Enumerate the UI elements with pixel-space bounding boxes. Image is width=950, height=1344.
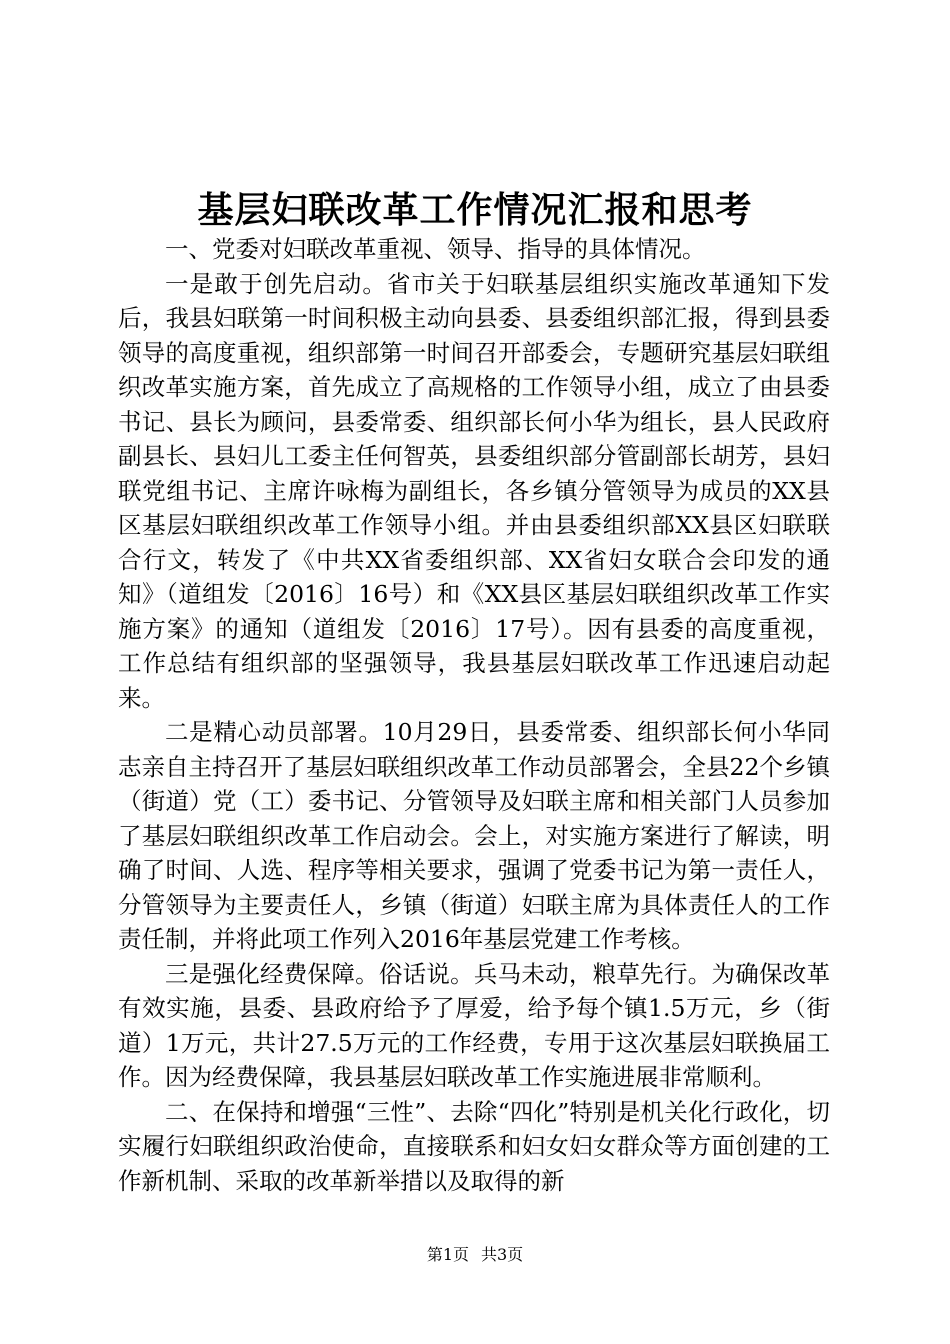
section-heading-1: 一、党委对妇联改革重视、领导、指导的具体情况。 [165, 235, 706, 263]
page-number: 第1页 [426, 1245, 469, 1264]
page-footer [0, 1244, 950, 1266]
paragraph-start: 一是敢于创先启动。省市关于妇联基层组织实施改革通知下发后，我县妇联第一时间积极主动向县委、县委组织部汇报，得到县委领导的高度重视，组织部第一时间召开部委会，专题研究基层妇联组织改革实施方案，首先成立了高规格的工作领导小组，成立了由县委书记、县长为顾问，县委常委、组织部长何小华为组长，县人民政府副县长、县妇儿工委主任何智英，县委组织部分管副部长胡芳，县妇联党组书记、主席许咏梅为副组长，各乡镇分管领导为成员的XX县区基层妇联组织改革工作领导小组。并由县委组织部XX县区妇联联合行文，转发了《中共XX省委组织部、XX省妇女联合会印发的通知》（道组发〔2016〕16号）和《XX县区基层妇联组织改革工作实施方案》的通知（道组发〔2016〕17号）。因有县委的高度重视，工作总结有组织部的坚强领导，我县基层妇联改革工作迅速启动起来。 [118, 269, 830, 712]
page-total: 共3页 [481, 1245, 524, 1264]
document-title: 基层妇联改革工作情况汇报和思考 [197, 189, 753, 231]
document-body [118, 232, 830, 1198]
paragraph-funding: 三是强化经费保障。俗话说。兵马未动，粮草先行。为确保改革有效实施，县委、县政府给予了厚爱，给予每个镇1.5万元，乡（街道）1万元，共计27.5万元的工作经费，专用于这次基层妇联换届工作。因为经费保障，我县基层妇联改革工作实施进展非常顺利。 [118, 959, 830, 1091]
paragraph-mobilization: 二是精心动员部署。10月29日，县委常委、组织部长何小华同志亲自主持召开了基层妇联组织改革工作动员部署会，全县22个乡镇（街道）党（工）委书记、分管领导及妇联主席和相关部门人员参加了基层妇联组织改革工作启动会。会上，对实施方案进行了解读，明确了时间、人选、程序等相关要求，强调了党委书记为第一责任人，分管领导为主要责任人，乡镇（街道）妇联主席为具体责任人的工作责任制，并将此项工作列入2016年基层党建工作考核。 [118, 718, 830, 953]
section-heading-2: 二、在保持和增强“三性”、去除“四化”特别是机关化行政化，切实履行妇联组织政治使命，直接联系和妇女妇女群众等方面创建的工作新机制、采取的改革新举措以及取得的新 [118, 1097, 830, 1195]
